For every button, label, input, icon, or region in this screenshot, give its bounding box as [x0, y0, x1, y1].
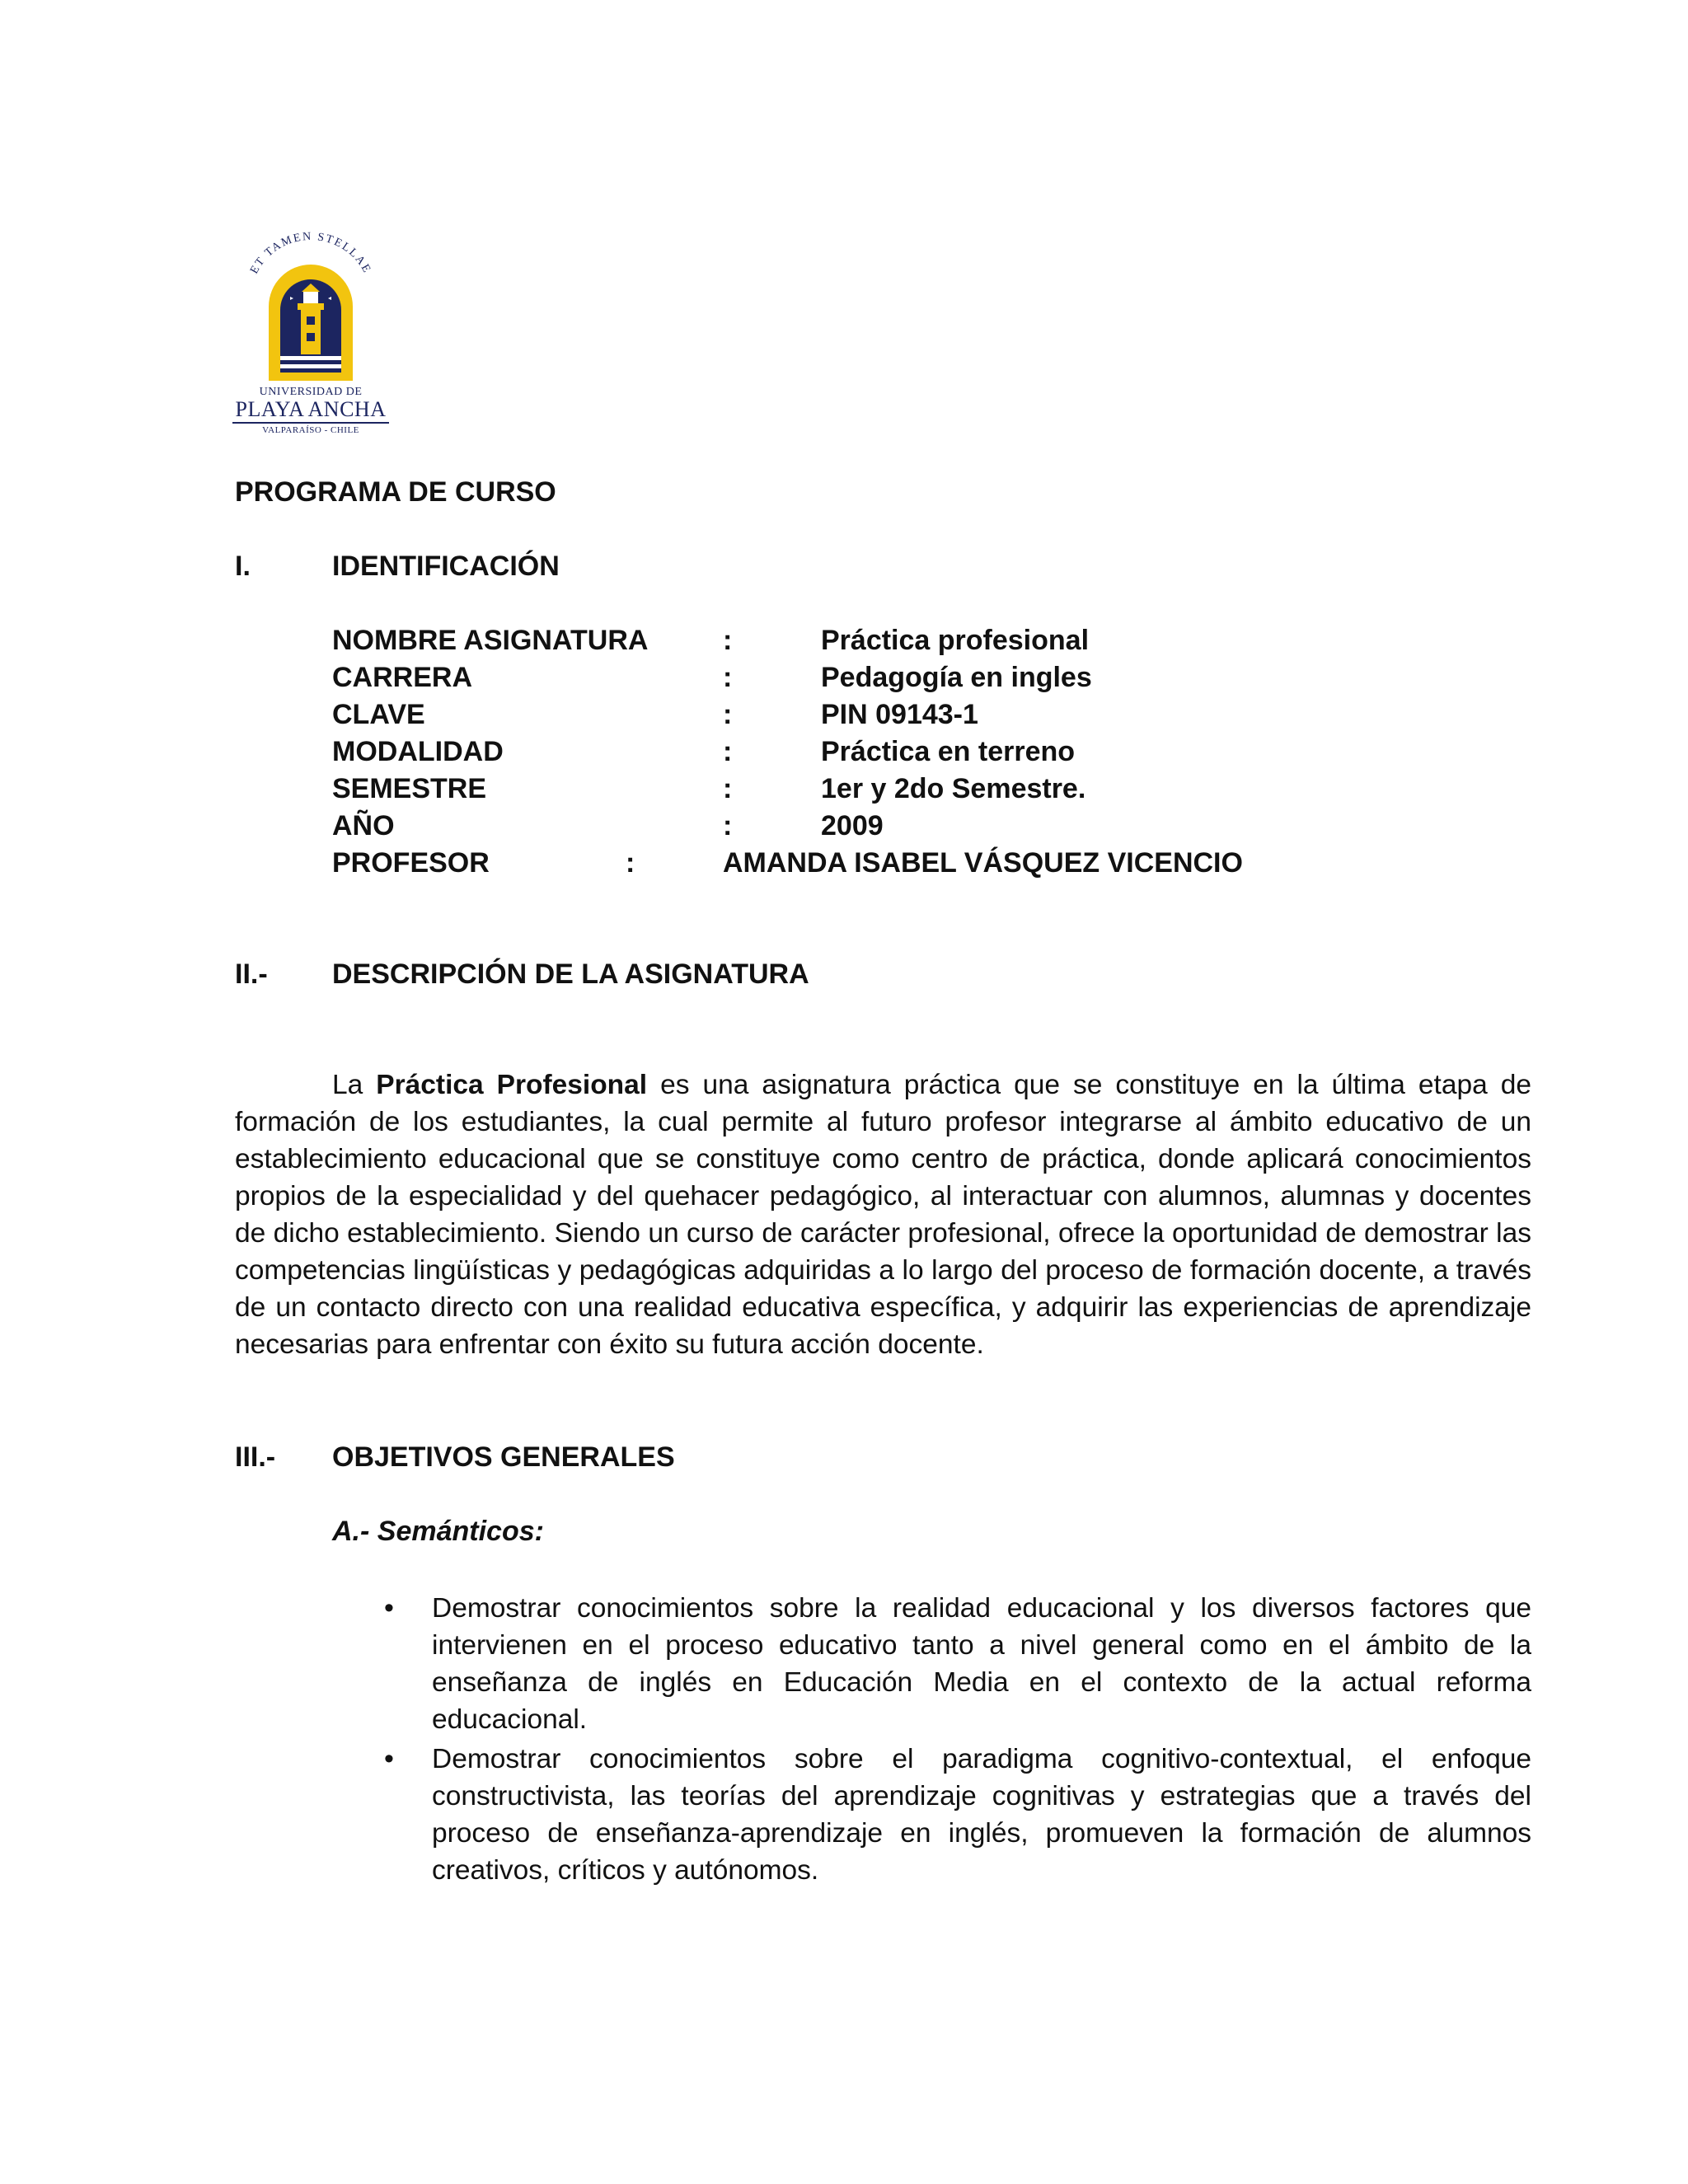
id-value-ano: 2009: [821, 810, 884, 841]
id-label-modalidad: MODALIDAD: [332, 736, 504, 767]
objectives-list: [384, 1590, 1531, 1891]
id-label-nombre-asignatura: NOMBRE ASIGNATURA: [332, 625, 649, 656]
section-2-title: DESCRIPCIÓN DE LA ASIGNATURA: [332, 958, 809, 990]
id-label-clave: CLAVE: [332, 699, 425, 730]
document-title: PROGRAMA DE CURSO: [235, 476, 556, 508]
id-colon: :: [723, 810, 733, 841]
id-label-carrera: CARRERA: [332, 662, 472, 693]
id-colon: :: [723, 699, 733, 730]
logo-university-name: PLAYA ANCHA: [232, 397, 389, 424]
id-value-modalidad: Práctica en terreno: [821, 736, 1076, 767]
section-3-title: OBJETIVOS GENERALES: [332, 1441, 675, 1473]
description-course-name: Práctica Profesional: [376, 1070, 648, 1100]
id-colon: :: [723, 773, 733, 804]
section-2-number: II.-: [235, 958, 268, 990]
university-logo: [232, 224, 389, 438]
id-value-carrera: Pedagogía en ingles: [821, 662, 1092, 693]
section-1-title: IDENTIFICACIÓN: [332, 551, 560, 582]
objective-text: Demostrar conocimientos sobre la realidad educacional y los diversos factores que intervienen en el proceso educativo tanto a nivel general como en el ámbito de la enseñanza de inglés en Educación Media en el contexto de la actual reforma educacional.: [432, 1593, 1531, 1735]
id-label-semestre: SEMESTRE: [332, 773, 487, 804]
bullet-icon: •: [384, 1743, 394, 1774]
list-item: [384, 1590, 1531, 1738]
section-1-number: I.: [235, 551, 251, 582]
id-label-ano: AÑO: [332, 810, 395, 841]
logo-location: VALPARAÍSO - CHILE: [262, 425, 359, 435]
description-lead: La: [332, 1070, 377, 1100]
bullet-icon: •: [384, 1592, 394, 1624]
id-colon: :: [723, 625, 733, 656]
objectives-subheading: A.- Semánticos:: [332, 1516, 544, 1547]
id-colon: :: [723, 736, 733, 767]
description-paragraph: [235, 1066, 1531, 1363]
list-item: [384, 1741, 1531, 1889]
section-3-number: III.-: [235, 1441, 276, 1473]
objective-text: Demostrar conocimientos sobre el paradigma cognitivo-contextual, el enfoque constructivista, las teorías del aprendizaje cognitivas y estrategias que a través del proceso de enseñanza-aprendizaje en inglés, promueven la formación de alumnos creativos, críticos y autónomos.: [432, 1744, 1531, 1886]
logo-motto: ET TAMEN STELLAE: [248, 230, 373, 276]
id-value-clave: PIN 09143-1: [821, 699, 978, 730]
id-value-profesor: AMANDA ISABEL VÁSQUEZ VICENCIO: [723, 847, 1243, 879]
id-label-profesor: PROFESOR: [332, 847, 490, 879]
lighthouse-emblem-icon: [232, 224, 389, 386]
id-colon: :: [626, 847, 635, 879]
logo-university-label: UNIVERSIDAD DE: [259, 386, 363, 398]
id-value-semestre: 1er y 2do Semestre.: [821, 773, 1086, 804]
id-colon: :: [723, 662, 733, 693]
id-value-nombre-asignatura: Práctica profesional: [821, 625, 1090, 656]
description-body: es una asignatura práctica que se constituye en la última etapa de formación de los estudiantes, la cual permite al futuro profesor integrarse al ámbito educativo de un establecimiento educacional que se constituye como centro de práctica, donde aplicará conocimientos propios de la especialidad y del quehacer pedagógico, al interactuar con alumnos, alumnas y docentes de dicho establecimiento. Siendo un curso de carácter profesional, ofrece la oportunidad de demostrar las competencias lingüísticas y pedagógicas adquiridas a lo largo del proceso de formación docente, a través de un contacto directo con una realidad educativa específica, y adquirir las experiencias de aprendizaje necesarias para enfrentar con éxito su futura acción docente.: [235, 1070, 1531, 1360]
